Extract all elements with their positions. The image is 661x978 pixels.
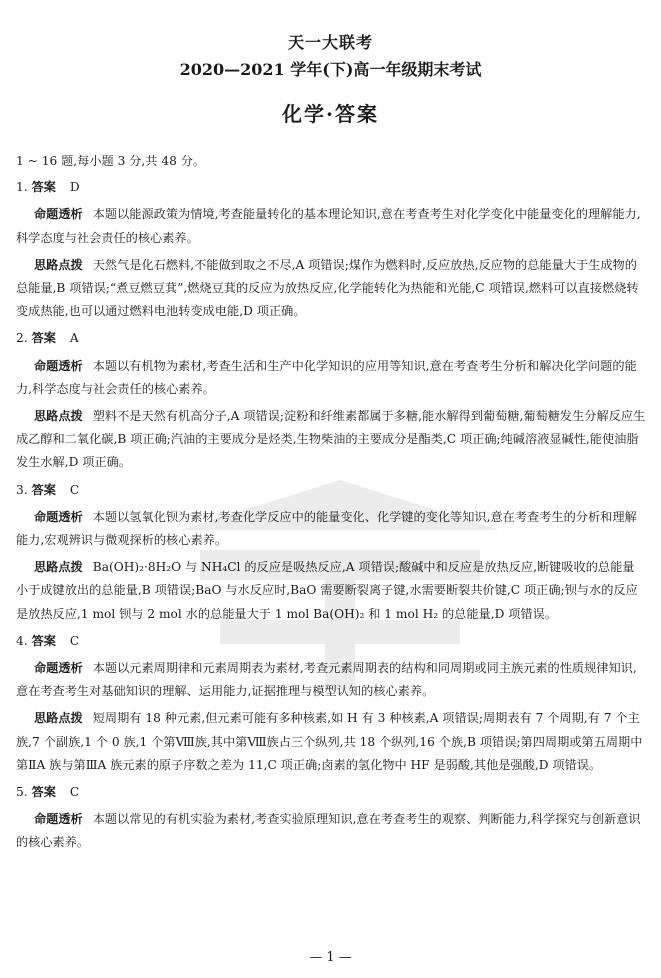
question-item: [16, 176, 646, 323]
analysis-paragraph: [16, 506, 646, 552]
analysis-paragraph: [16, 808, 646, 854]
hint-paragraph: [16, 254, 646, 324]
question-number: 3.: [16, 482, 28, 497]
analysis-label: 命题透析: [34, 509, 83, 524]
subject-title: 化学·答案: [282, 102, 379, 126]
analysis-label: 命题透析: [34, 661, 83, 676]
scoring-intro: 1 ~ 16 题,每小题 3 分,共 48 分。: [16, 154, 206, 168]
question-item: [16, 781, 646, 855]
exam-title: 2020—2021 学年(下)高一年级期末考试: [179, 60, 482, 79]
hint-paragraph: [16, 556, 646, 626]
answer-label: 答案: [31, 180, 56, 195]
answer-choice: C: [69, 633, 80, 648]
question-answer-line: [16, 327, 646, 350]
analysis-label: 命题透析: [34, 812, 83, 827]
answer-label: 答案: [31, 331, 56, 346]
analysis-label: 命题透析: [34, 207, 83, 222]
analysis-text: 本题以有机物为素材,考查生活和生产中化学知识的应用等知识,意在考查考生分析和解决化学问题的能力,科学态度与社会责任的核心素养。: [16, 358, 637, 396]
analysis-text: 本题以能源政策为情境,考查能量转化的基本理论知识,意在考查考生对化学变化中能量变化的理解能力,科学态度与社会责任的核心素养。: [16, 207, 641, 245]
answer-label: 答案: [31, 785, 56, 800]
answer-label: 答案: [31, 482, 56, 497]
question-list: [16, 176, 646, 854]
answer-body: [16, 150, 646, 859]
answer-choice: A: [69, 331, 79, 346]
analysis-paragraph: [16, 203, 646, 249]
answer-choice: C: [69, 785, 80, 800]
analysis-text: 本题以氢氧化钡为素材,考查化学反应中的能量变化、化学键的变化等知识,意在考查考生的分析和理解能力,宏观辨识与微观探析的核心素养。: [16, 509, 637, 548]
question-item: [16, 630, 646, 777]
answer-choice: C: [69, 482, 80, 497]
question-answer-line: [16, 630, 646, 653]
question-answer-line: [16, 176, 646, 199]
answer-choice: D: [69, 180, 80, 195]
hint-label: 思路点拨: [34, 409, 83, 424]
question-item: [16, 479, 646, 626]
hint-label: 思路点拨: [34, 257, 83, 272]
hint-paragraph: [16, 707, 646, 777]
hint-label: 思路点拨: [34, 560, 83, 575]
answer-label: 答案: [31, 633, 56, 648]
hint-text: 天然气是化石燃料,不能做到取之不尽,A 项错误;煤作为燃料时,反应放热,反应物的总能量大于生成物的总能量,B 项错误;“煮豆燃豆萁”,燃烧豆萁的反应为放热反应,化学能转化为热能和光能,C 项错误,燃料可以直接燃烧转变成热能,也可以通过燃料电池转变成电能,D 项正确。: [16, 257, 639, 319]
question-answer-line: [16, 781, 646, 804]
hint-label: 思路点拨: [34, 711, 83, 726]
hint-text: Ba(OH)₂·8H₂O 与 NH₄Cl 的反应是吸热反应,A 项错误;酸碱中和反应是放热反应,断键吸收的总能量小于成键放出的总能量,B 项错误;BaO 与水反应时,BaO 需要断裂离子键,水需要断裂共价键,C 项正确;钡与水的反应是放热反应,1 mol 钡与 2 mol 水的总能量大于 1 mol Ba(OH)₂ 和 1 mol H₂ 的总能量,D 项错误。: [16, 560, 638, 621]
hint-paragraph: [16, 405, 646, 475]
hint-text: 塑料不是天然有机高分子,A 项错误;淀粉和纤维素都属于多糖,能水解得到葡萄糖,葡萄糖发生分解反应生成乙醇和二氧化碳,B 项正确;汽油的主要成分是烃类,生物柴油的主要成分是酯类,C 项正确;纯碱溶液显碱性,能使油脂发生水解,D 项正确。: [16, 409, 646, 470]
question-number: 1.: [16, 180, 28, 195]
question-item: [16, 327, 646, 474]
question-number: 2.: [16, 331, 28, 346]
question-number: 5.: [16, 785, 28, 800]
hint-text: 短周期有 18 种元素,但元素可能有多种核素,如 H 有 3 种核素,A 项错误;周期表有 7 个周期,有 7 个主族,7 个副族,1 个 0 族,1 个第Ⅷ族,其中第Ⅷ族占三个纵列,共 18 个纵列,16 个族,B 项错误;第四周期或第五周期中第ⅡA 族与第ⅢA 族元素的原子序数之差为 11,C 项正确;卤素的氢化物中 HF 是弱酸,其他是强酸,D 项错误。: [16, 711, 643, 772]
analysis-text: 本题以元素周期律和元素周期表为素材,考查元素周期表的结构和同周期或同主族元素的性质规律知识,意在考查考生对基础知识的理解、运用能力,证据推理与模型认知的核心素养。: [16, 661, 637, 699]
page-number: — 1 —: [309, 950, 352, 965]
analysis-paragraph: [16, 657, 646, 703]
organization-title: 天一大联考: [287, 33, 373, 52]
question-number: 4.: [16, 633, 28, 648]
question-answer-line: [16, 479, 646, 502]
analysis-text: 本题以常见的有机实验为素材,考查实验原理知识,意在考查考生的观察、判断能力,科学探究与创新意识的核心素养。: [16, 812, 641, 850]
analysis-paragraph: [16, 355, 646, 401]
analysis-label: 命题透析: [34, 358, 83, 373]
